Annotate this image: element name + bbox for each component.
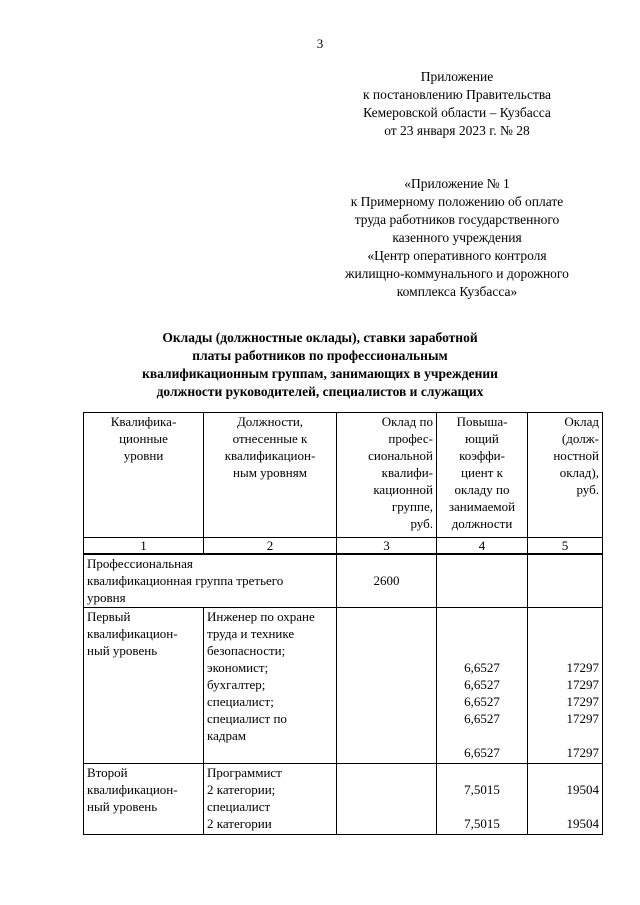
table-row-level-2: [84, 764, 603, 835]
appendix-sub-line: казенного учреждения: [392, 230, 522, 245]
column-number: 5: [528, 538, 603, 555]
positions-list: Программист 2 категории; специалист 2 категории: [204, 764, 337, 835]
coefficients: [437, 764, 528, 835]
empty-cell: [337, 764, 437, 835]
column-number: 3: [337, 538, 437, 555]
header-group-salary: Оклад по профес- сиональной квалифи- кационной группе, руб.: [337, 413, 437, 538]
level-label: Первый квалификацион- ный уровень: [84, 608, 204, 764]
coefficient-value: 6,6527: [464, 660, 500, 675]
coefficient-value: 6,6527: [464, 711, 500, 726]
empty-cell: [337, 608, 437, 764]
table-row-level-1: [84, 608, 603, 764]
salary-value: 17297: [566, 677, 599, 692]
salary-value: 17297: [566, 711, 599, 726]
header-salary: Оклад (долж- ностной оклад), руб.: [528, 413, 603, 538]
salary-value: 17297: [566, 694, 599, 709]
appendix-sub-line: «Приложение № 1: [404, 176, 510, 191]
column-number: 1: [84, 538, 204, 555]
appendix-sub-header: [318, 175, 596, 301]
column-number: 2: [204, 538, 337, 555]
empty-cell: [528, 554, 603, 608]
coefficient-value: 6,6527: [464, 677, 500, 692]
page-number: 3: [316, 36, 324, 51]
salaries: [528, 764, 603, 835]
appendix-sub-line: труда работников государственного: [354, 212, 560, 227]
column-number: 4: [437, 538, 528, 555]
empty-cell: [437, 554, 528, 608]
positions-list: Инженер по охране труда и технике безопасности; экономист; бухгалтер; специалист; специалист по кадрам: [204, 608, 337, 764]
title-line: Оклады (должностные оклады), ставки заработной: [162, 330, 478, 345]
header-positions: Должности, отнесенные к квалификацион- ным уровням: [204, 413, 337, 538]
title-line: должности руководителей, специалистов и служащих: [156, 384, 484, 399]
header-coefficient: Повыша- ющий коэффи- циент к окладу по занимаемой должности: [437, 413, 528, 538]
group-label: Профессиональная квалификационная группа третьего уровня: [84, 554, 337, 608]
appendix-header-line: Кемеровской области – Кузбасса: [363, 105, 551, 120]
header-qualification-levels: Квалифика- ционные уровни: [84, 413, 204, 538]
salary-value: 17297: [566, 660, 599, 675]
title-line: платы работников по профессиональным: [192, 348, 448, 363]
salary-value: 19504: [566, 816, 599, 831]
appendix-header-line: Приложение: [420, 69, 494, 84]
salary-value: 17297: [566, 745, 599, 760]
appendix-header-line: от 23 января 2023 г. № 28: [384, 123, 530, 138]
column-numbers-row: [84, 538, 603, 555]
title-line: квалификационным группам, занимающих в учреждении: [142, 366, 498, 381]
coefficients: [437, 608, 528, 764]
level-label: Второй квалификацион- ный уровень: [84, 764, 204, 835]
table-header-row: [84, 413, 603, 538]
appendix-header-line: к постановлению Правительства: [362, 87, 552, 102]
salaries: [528, 608, 603, 764]
appendix-sub-line: жилищно-коммунального и дорожного: [345, 266, 569, 281]
appendix-sub-line: к Примерному положению об оплате: [350, 194, 564, 209]
appendix-sub-line: комплекса Кузбасса»: [396, 284, 518, 299]
table-row-group: [84, 554, 603, 608]
coefficient-value: 7,5015: [464, 782, 500, 797]
appendix-sub-line: «Центр оперативного контроля: [367, 248, 547, 263]
salary-value: 19504: [566, 782, 599, 797]
coefficient-value: 6,6527: [464, 694, 500, 709]
appendix-header: [330, 68, 584, 140]
group-salary: 2600: [337, 554, 437, 608]
document-title: [100, 329, 540, 401]
coefficient-value: 7,5015: [464, 816, 500, 831]
salary-table: [83, 412, 603, 835]
coefficient-value: 6,6527: [464, 745, 500, 760]
